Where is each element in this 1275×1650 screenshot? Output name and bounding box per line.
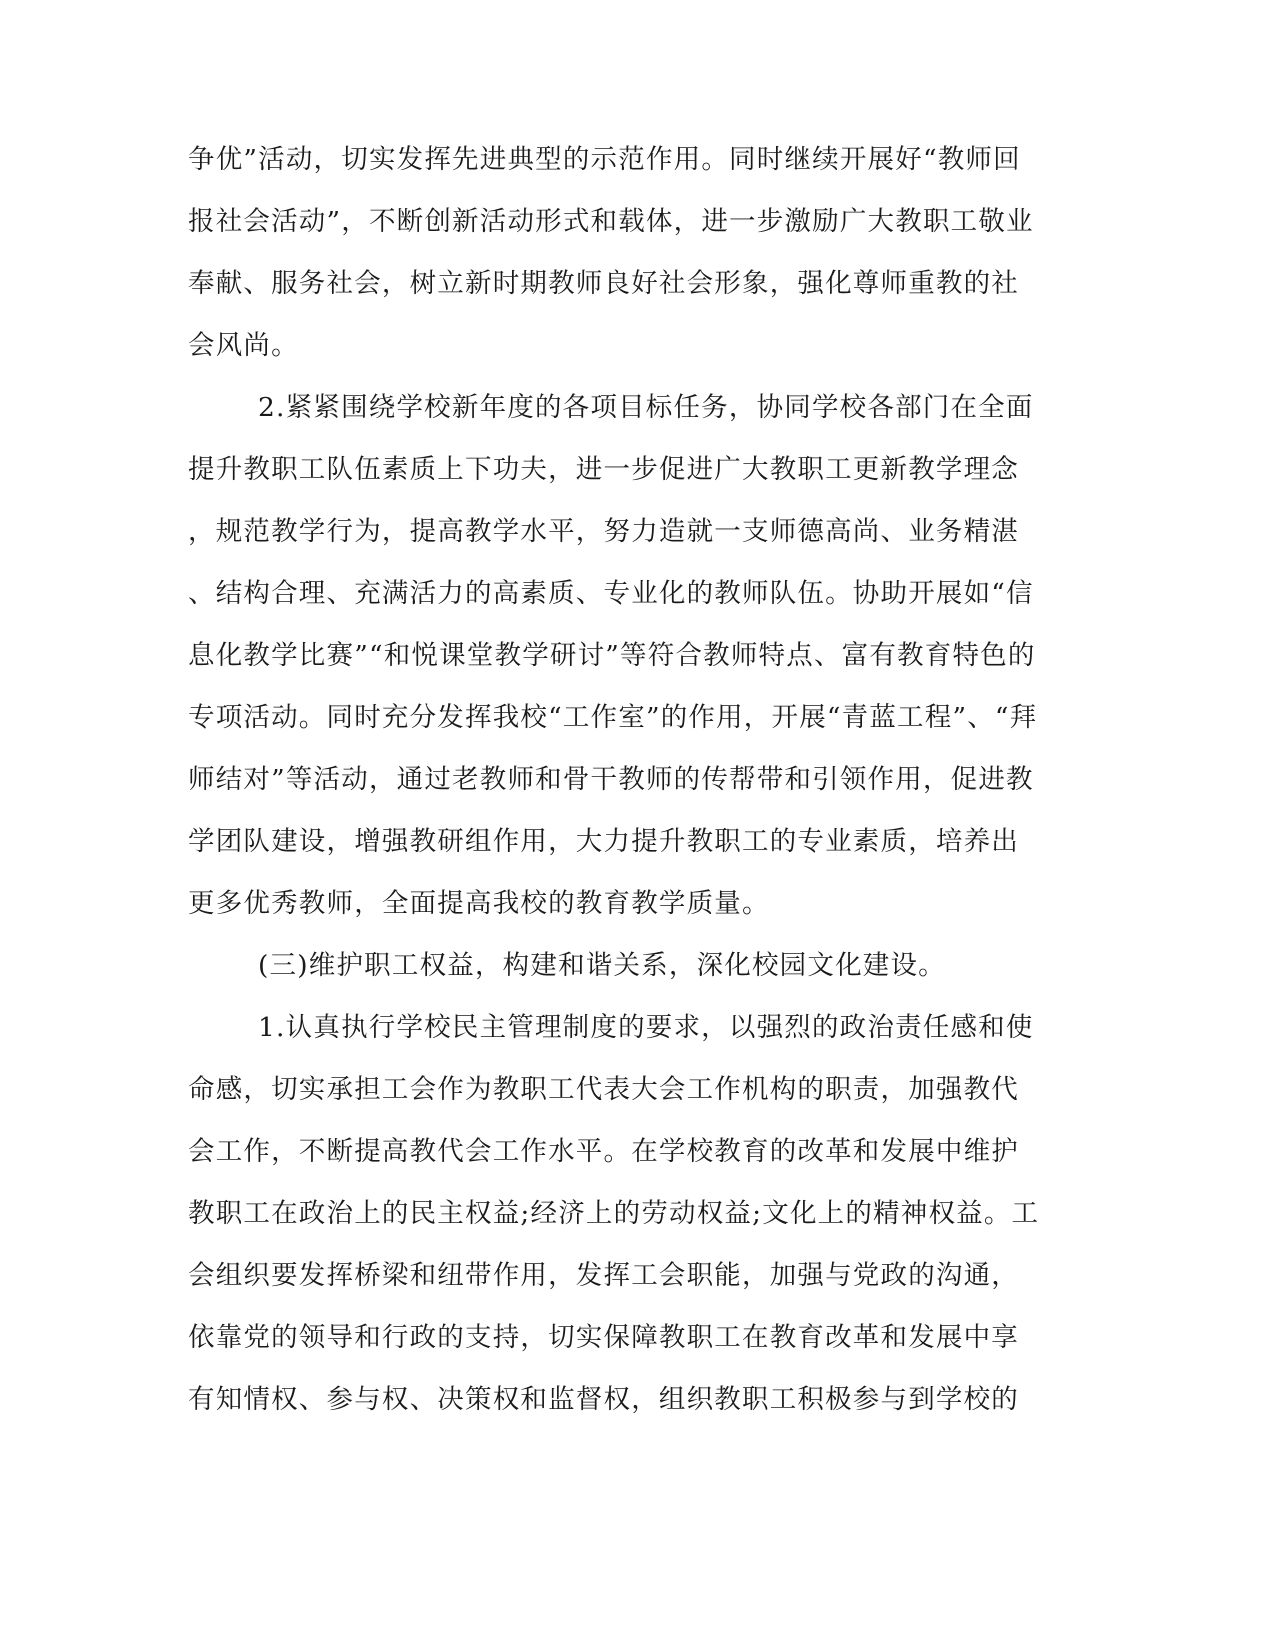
text-line: 命感，切实承担工会作为教职工代表大会工作机构的职责，加强教代	[188, 1074, 1019, 1105]
text-line: 2.紧紧围绕学校新年度的各项目标任务，协同学校各部门在全面	[258, 392, 1034, 423]
text-line: 、结构合理、充满活力的高素质、专业化的教师队伍。协助开展如“信	[188, 578, 1034, 609]
text-line: ，规范教学行为，提高教学水平，努力造就一支师德高尚、业务精湛	[188, 516, 1019, 547]
text-line: 专项活动。同时充分发挥我校“工作室”的作用，开展“青蓝工程”、“拜	[188, 702, 1038, 733]
text-line: 奉献、服务社会，树立新时期教师良好社会形象，强化尊师重教的社	[188, 268, 1019, 299]
text-line: 报社会活动”，不断创新活动形式和载体，进一步激励广大教职工敬业	[188, 206, 1034, 237]
text-line: 争优”活动，切实发挥先进典型的示范作用。同时继续开展好“教师回	[188, 144, 1021, 175]
text-line: 息化教学比赛”“和悦课堂教学研讨”等符合教师特点、富有教育特色的	[188, 640, 1036, 671]
text-line: 1.认真执行学校民主管理制度的要求，以强烈的政治责任感和使	[258, 1012, 1034, 1043]
text-line: 有知情权、参与权、决策权和监督权，组织教职工积极参与到学校的	[188, 1384, 1019, 1415]
text-line: 会风尚。	[188, 330, 299, 361]
text-line: 学团队建设，增强教研组作用，大力提升教职工的专业素质，培养出	[188, 826, 1019, 857]
section-heading: (三)维护职工权益，构建和谐关系，深化校园文化建设。	[258, 950, 946, 981]
text-line: 更多优秀教师，全面提高我校的教育教学质量。	[188, 888, 770, 919]
text-line: 会工作，不断提高教代会工作水平。在学校教育的改革和发展中维护	[188, 1136, 1019, 1167]
text-line: 师结对”等活动，通过老教师和骨干教师的传帮带和引领作用，促进教	[188, 764, 1034, 795]
text-line: 依靠党的领导和行政的支持，切实保障教职工在教育改革和发展中享	[188, 1322, 1019, 1353]
text-line: 教职工在政治上的民主权益;经济上的劳动权益;文化上的精神权益。工	[188, 1198, 1040, 1229]
text-line: 会组织要发挥桥梁和纽带作用，发挥工会职能，加强与党政的沟通，	[188, 1260, 1019, 1291]
text-line: 提升教职工队伍素质上下功夫，进一步促进广大教职工更新教学理念	[188, 454, 1019, 485]
